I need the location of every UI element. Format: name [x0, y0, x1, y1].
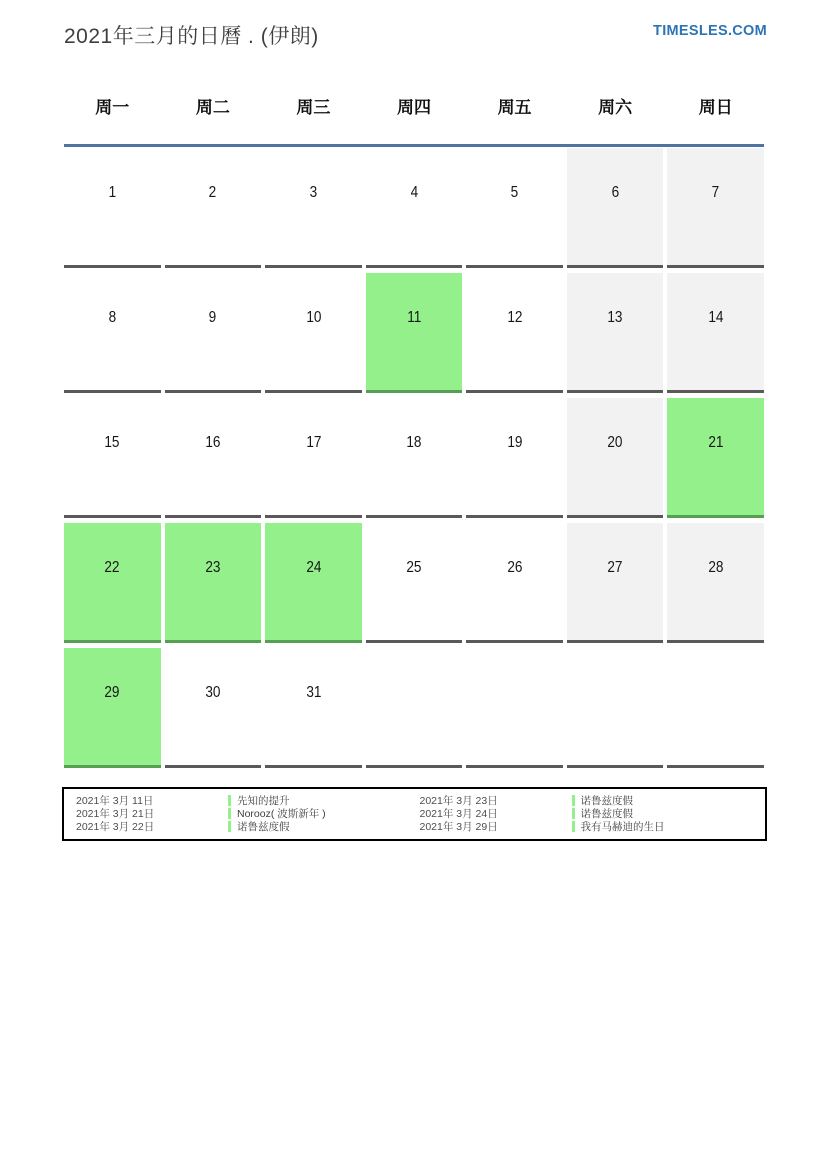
weekday-label: 周五: [497, 98, 532, 117]
day-number: 8: [108, 309, 117, 326]
day-cell: [64, 148, 161, 268]
page-header: [64, 0, 767, 50]
day-number: 13: [607, 309, 623, 326]
day-number: 15: [104, 434, 120, 451]
calendar: [64, 93, 764, 768]
day-cell: [64, 398, 161, 518]
legend-column: [420, 794, 756, 833]
day-cell: [366, 523, 463, 643]
day-number: 26: [506, 559, 523, 576]
weekday-label: 周三: [296, 98, 331, 117]
day-cell: [265, 148, 362, 268]
day-cell: [165, 523, 262, 643]
day-cell: [265, 398, 362, 518]
day-cell: [567, 273, 664, 393]
day-number: 11: [406, 309, 422, 326]
day-number: 6: [611, 184, 619, 201]
day-cell: [567, 148, 664, 268]
day-cell: [265, 648, 362, 768]
empty-cell: [366, 648, 463, 768]
day-number: 31: [305, 684, 321, 701]
legend-date: 2021年 3月 21日: [76, 808, 155, 820]
holiday-color-bar-icon: [228, 808, 231, 819]
day-number: 5: [510, 184, 519, 201]
day-cell: [667, 148, 764, 268]
day-cell: [165, 398, 262, 518]
weekday-label: 周二: [195, 98, 230, 117]
page-title: 2021年三月的日曆 . (伊朗): [64, 25, 319, 48]
weekday-label: 周四: [396, 98, 431, 117]
day-cell: [165, 273, 262, 393]
holiday-color-bar-icon: [228, 821, 231, 832]
day-number: 29: [104, 684, 120, 701]
day-number: 12: [506, 309, 523, 326]
day-number: 23: [205, 559, 221, 576]
legend-holiday-name: 诺鲁兹度假: [580, 808, 633, 820]
day-number: 1: [108, 184, 117, 201]
day-number: 10: [305, 309, 321, 326]
day-number: 27: [607, 559, 623, 576]
empty-cell: [667, 648, 764, 768]
day-number: 25: [406, 559, 422, 576]
legend-column: [76, 794, 412, 833]
day-cell: [567, 523, 664, 643]
day-number: 20: [607, 434, 623, 451]
holiday-legend: [62, 787, 767, 841]
day-cell: [165, 148, 262, 268]
day-number: 9: [209, 309, 217, 326]
legend-date: 2021年 3月 29日: [419, 821, 498, 833]
legend-date: 2021年 3月 24日: [419, 808, 498, 820]
day-number: 17: [305, 434, 321, 451]
legend-item: [76, 820, 412, 833]
day-cell: [466, 398, 563, 518]
day-number: 22: [104, 559, 120, 576]
legend-holiday-name: 先知的提升: [237, 795, 290, 807]
day-cell: [466, 273, 563, 393]
weekday-label: 周日: [698, 98, 733, 117]
legend-item: [420, 820, 756, 833]
day-number: 18: [406, 434, 422, 451]
holiday-color-bar-icon: [572, 808, 575, 819]
legend-date: 2021年 3月 22日: [76, 821, 155, 833]
day-cell: [265, 273, 362, 393]
day-number: 24: [305, 559, 321, 576]
day-cell: [366, 273, 463, 393]
day-number: 7: [711, 184, 720, 201]
legend-holiday-name: Norooz( 波斯新年 ): [237, 808, 326, 820]
legend-date: 2021年 3月 23日: [419, 795, 498, 807]
holiday-color-bar-icon: [228, 795, 231, 806]
day-number: 21: [708, 434, 724, 451]
day-cell: [366, 148, 463, 268]
holiday-color-bar-icon: [572, 795, 575, 806]
day-number: 19: [506, 434, 523, 451]
day-cell: [667, 273, 764, 393]
empty-cell: [466, 648, 563, 768]
day-cell: [165, 648, 262, 768]
day-number: 16: [205, 434, 221, 451]
empty-cell: [567, 648, 664, 768]
day-cell: [64, 523, 161, 643]
day-cell: [567, 398, 664, 518]
legend-holiday-name: 诺鲁兹度假: [237, 821, 290, 833]
day-cell: [466, 148, 563, 268]
legend-holiday-name: 我有马赫迪的生日: [580, 821, 665, 833]
legend-date: 2021年 3月 11日: [76, 795, 154, 807]
day-cell: [64, 273, 161, 393]
day-number: 3: [309, 184, 318, 201]
day-cell: [667, 398, 764, 518]
day-cell: [667, 523, 764, 643]
holiday-color-bar-icon: [572, 821, 575, 832]
weekday-header-row: [64, 93, 764, 147]
day-number: 28: [708, 559, 724, 576]
day-number: 14: [708, 309, 724, 326]
day-number: 4: [410, 184, 418, 201]
day-number: 2: [209, 184, 217, 201]
site-logo-link[interactable]: TIMESLES.COM: [653, 23, 767, 39]
day-cell: [366, 398, 463, 518]
weekday-label: 周六: [598, 98, 633, 117]
day-cell: [265, 523, 362, 643]
day-cell: [64, 648, 161, 768]
legend-holiday-name: 诺鲁兹度假: [580, 795, 633, 807]
weekday-label: 周一: [95, 98, 130, 117]
day-number: 30: [205, 684, 221, 701]
day-grid: [64, 148, 764, 768]
day-cell: [466, 523, 563, 643]
